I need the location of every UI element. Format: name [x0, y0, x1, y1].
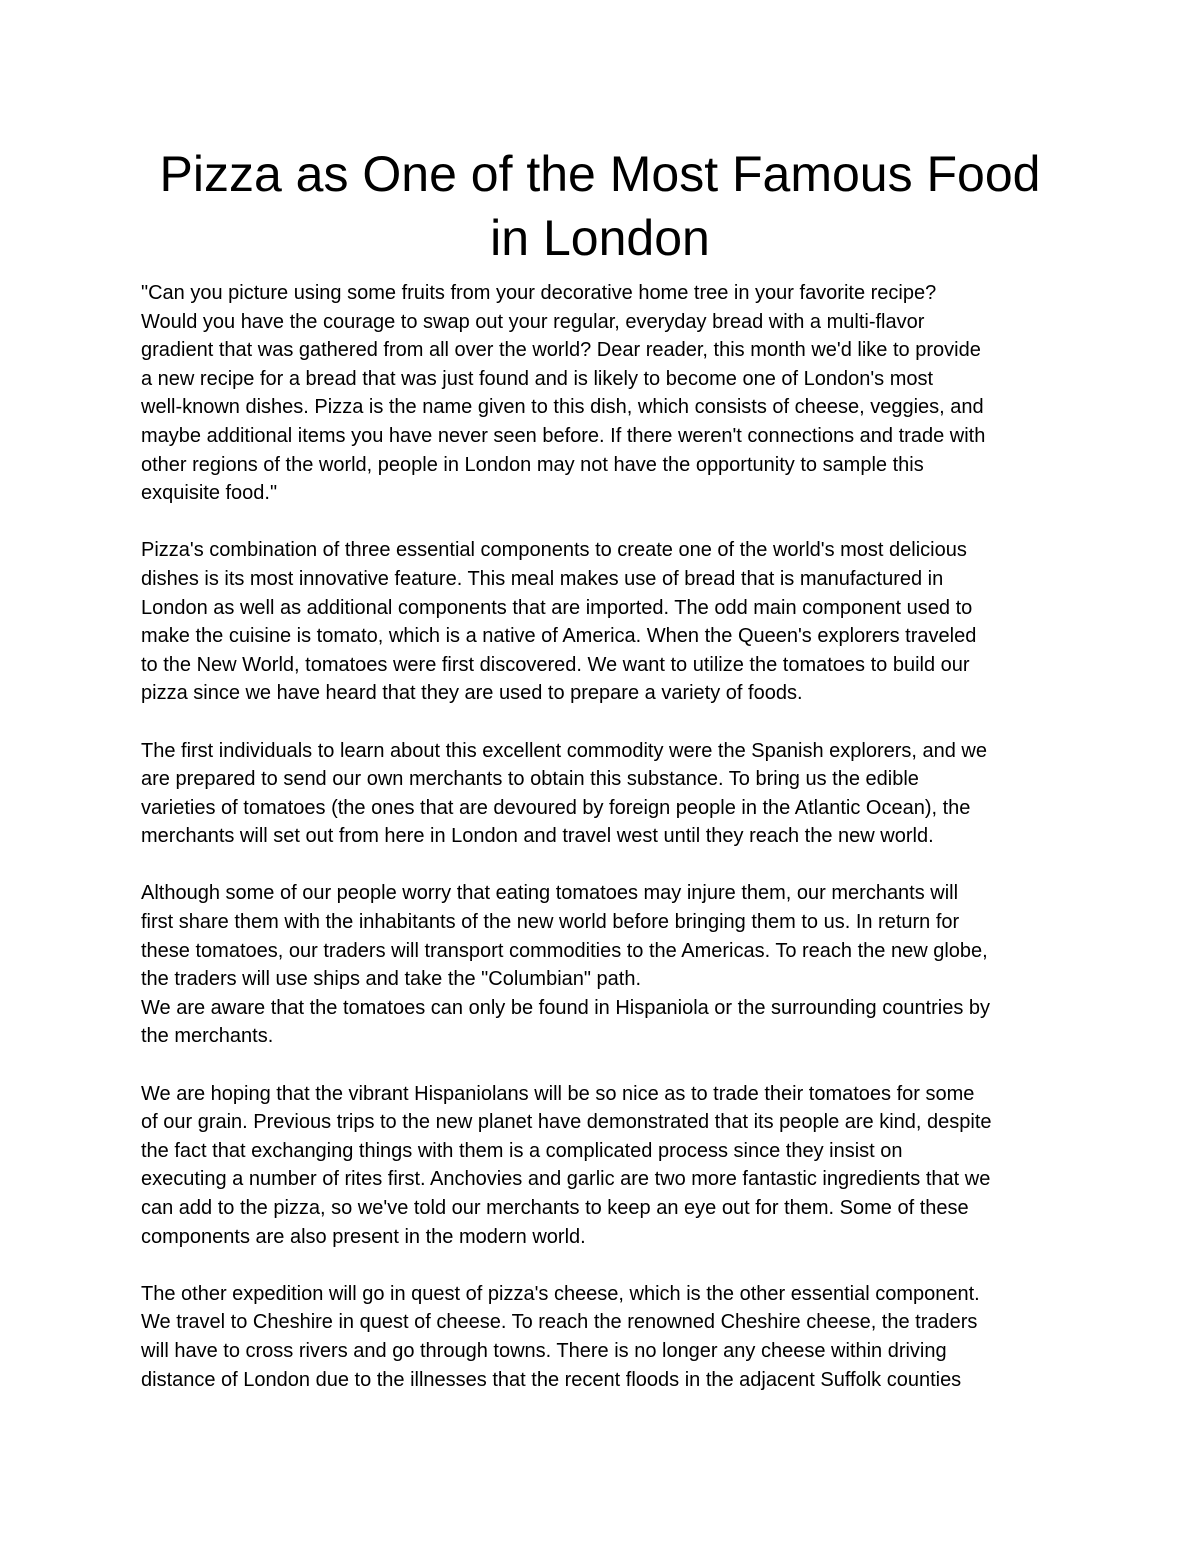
text-line: make the cuisine is tomato, which is a native of America. When the Queen's explorers traveled — [141, 625, 977, 648]
paragraph-gap — [141, 508, 1076, 537]
page-title — [110, 142, 1090, 270]
text-line: Pizza's combination of three essential components to create one of the world's most delicious — [141, 539, 967, 562]
title-line: in London — [490, 210, 710, 266]
text-line: pizza since we have heard that they are used to prepare a variety of foods. — [141, 682, 803, 705]
text-line: We travel to Cheshire in quest of cheese. To reach the renowned Cheshire cheese, the traders — [141, 1311, 978, 1334]
paragraph-gap — [141, 1251, 1076, 1280]
paragraph-gap — [141, 708, 1076, 737]
text-line: executing a number of rites first. Anchovies and garlic are two more fantastic ingredients that we — [141, 1168, 991, 1191]
paragraph-gap — [141, 851, 1076, 880]
text-line: merchants will set out from here in London and travel west until they reach the new world. — [141, 825, 934, 848]
text-line: the traders will use ships and take the "Columbian" path. — [141, 968, 642, 991]
text-line: Would you have the courage to swap out your regular, everyday bread with a multi-flavor — [141, 310, 925, 333]
paragraph-gap — [141, 1051, 1076, 1080]
text-line: The first individuals to learn about this excellent commodity were the Spanish explorers, and we — [141, 739, 987, 762]
paragraph — [141, 279, 1076, 508]
text-line: a new recipe for a bread that was just found and is likely to become one of London's most — [141, 367, 934, 390]
text-line: dishes is its most innovative feature. This meal makes use of bread that is manufactured in — [141, 567, 944, 590]
text-line: Although some of our people worry that eating tomatoes may injure them, our merchants will — [141, 882, 959, 905]
text-line: are prepared to send our own merchants to obtain this substance. To bring us the edible — [141, 768, 919, 791]
paragraph — [141, 1280, 1076, 1394]
text-line: We are aware that the tomatoes can only be found in Hispaniola or the surrounding countries by — [141, 996, 991, 1019]
paragraph — [141, 737, 1076, 851]
text-line: "Can you picture using some fruits from your decorative home tree in your favorite recipe? — [141, 282, 937, 304]
text-line: exquisite food." — [141, 482, 278, 505]
text-line: the fact that exchanging things with them is a complicated process since they insist on — [141, 1139, 903, 1162]
text-line: of our grain. Previous trips to the new planet have demonstrated that its people are kind, despite — [141, 1111, 992, 1134]
text-line: varieties of tomatoes (the ones that are devoured by foreign people in the Atlantic Ocean), the — [141, 796, 971, 819]
text-line: can add to the pizza, so we've told our merchants to keep an eye out for them. Some of these — [141, 1197, 969, 1219]
document-body — [141, 279, 1076, 1394]
text-line: will have to cross rivers and go through towns. There is no longer any cheese within driving — [141, 1339, 947, 1362]
text-line: well-known dishes. Pizza is the name given to this dish, which consists of cheese, veggies, and — [141, 396, 984, 419]
text-line: these tomatoes, our traders will transport commodities to the Americas. To reach the new globe, — [141, 939, 988, 962]
text-line: other regions of the world, people in London may not have the opportunity to sample this — [141, 453, 924, 476]
paragraph — [141, 1080, 1076, 1252]
text-line: The other expedition will go in quest of pizza's cheese, which is the other essential component. — [141, 1282, 980, 1305]
text-line: maybe additional items you have never seen before. If there weren't connections and trade with — [141, 424, 986, 447]
text-line: first share them with the inhabitants of the new world before bringing them to us. In return for — [141, 911, 960, 934]
text-line: distance of London due to the illnesses that the recent floods in the adjacent Suffolk counties — [141, 1368, 962, 1391]
text-line: components are also present in the modern world. — [141, 1225, 586, 1248]
paragraph — [141, 879, 1076, 1051]
text-line: to the New World, tomatoes were first discovered. We want to utilize the tomatoes to build our — [141, 653, 970, 676]
text-line: London as well as additional components that are imported. The odd main component used to — [141, 596, 973, 619]
text-line: the merchants. — [141, 1025, 274, 1048]
text-line: gradient that was gathered from all over the world? Dear reader, this month we'd like to provide — [141, 339, 981, 362]
text-line: We are hoping that the vibrant Hispaniolans will be so nice as to trade their tomatoes for some — [141, 1082, 975, 1105]
title-line: Pizza as One of the Most Famous Food — [159, 146, 1041, 202]
paragraph — [141, 536, 1076, 708]
